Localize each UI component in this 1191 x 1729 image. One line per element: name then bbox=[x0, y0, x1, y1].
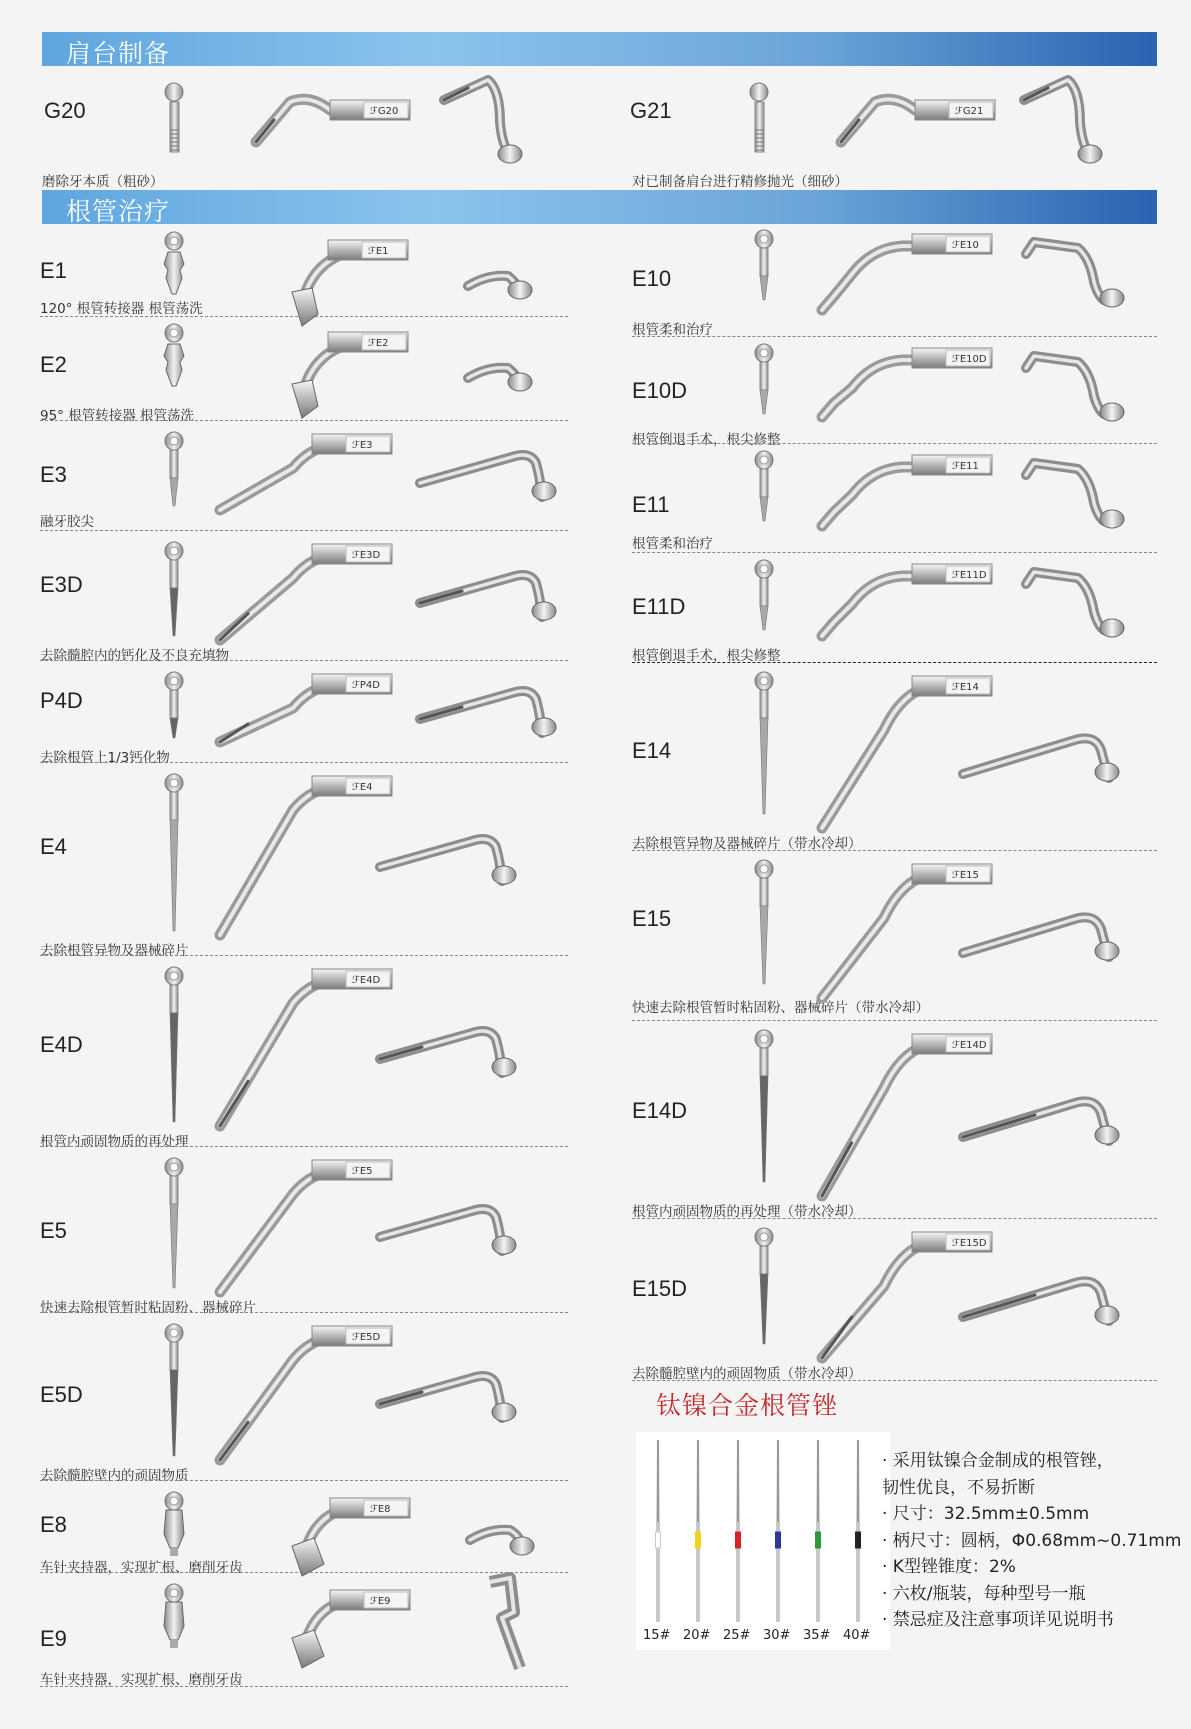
tip-mark-label: ℱE4D bbox=[352, 975, 381, 986]
tip-front-view bbox=[750, 1226, 790, 1364]
tip-angle-view bbox=[438, 70, 528, 170]
tip-front-view bbox=[750, 558, 790, 650]
row-separator bbox=[632, 662, 1157, 663]
tip-side-view bbox=[212, 538, 392, 646]
tip-code: E14 bbox=[632, 738, 672, 763]
tip-mark-label: ℱG21 bbox=[955, 106, 984, 117]
tip-mark-label: ℱE4 bbox=[352, 782, 373, 793]
tip-front-view bbox=[160, 1322, 200, 1476]
tip-front-view bbox=[750, 449, 790, 541]
tip-mark-label: ℱG20 bbox=[370, 106, 399, 117]
tip-front-view bbox=[160, 965, 200, 1142]
row-separator bbox=[40, 1480, 568, 1481]
niti-file bbox=[816, 1440, 821, 1622]
niti-file bbox=[736, 1440, 741, 1622]
niti-bullet: · 六枚/瓶装，每种型号一瓶 bbox=[882, 1583, 1086, 1604]
tip-mark-label: ℱE2 bbox=[368, 338, 389, 349]
niti-bullet: · 柄尺寸：圆柄，Φ0.68mm~0.71mm bbox=[882, 1530, 1182, 1551]
tip-desc: 车针夹持器，实现扩根、磨削牙齿 bbox=[40, 1672, 243, 1688]
section-title-shoulder: 肩台制备 bbox=[66, 39, 171, 68]
tip-mark-label: ℱP4D bbox=[352, 680, 380, 691]
tip-code: E4 bbox=[40, 834, 67, 859]
tip-side-view bbox=[212, 963, 392, 1132]
tip-angle-view bbox=[372, 1013, 522, 1083]
tip-desc: 去除根管异物及器械碎片（带水冷却） bbox=[632, 836, 862, 852]
tip-angle-view bbox=[1020, 350, 1130, 428]
niti-title: 钛镍合金根管锉 bbox=[656, 1391, 839, 1420]
tip-angle-view bbox=[372, 1358, 522, 1428]
tip-angle-view bbox=[460, 1506, 540, 1562]
tip-mark-label: ℱE15 bbox=[952, 870, 979, 881]
tip-mark-label: ℱE3 bbox=[352, 440, 373, 451]
tip-desc: 去除髓腔壁内的顽固物质（带水冷却） bbox=[632, 1366, 862, 1382]
tip-front-view bbox=[750, 342, 790, 434]
tip-mark-label: ℱE11D bbox=[952, 570, 987, 581]
niti-size-label: 30# bbox=[763, 1628, 791, 1643]
tip-angle-view bbox=[1020, 457, 1130, 535]
row-separator bbox=[632, 1020, 1157, 1021]
tip-front-view bbox=[750, 670, 790, 834]
tip-side-view bbox=[212, 770, 392, 941]
tip-angle-view bbox=[1020, 236, 1130, 314]
tip-desc: 根管倒退手术，根尖修整 bbox=[632, 432, 781, 448]
tip-desc: 根管柔和治疗 bbox=[632, 536, 713, 552]
tip-desc: 车针夹持器，实现扩根、磨削牙齿 bbox=[40, 1560, 243, 1576]
row-separator bbox=[40, 660, 568, 661]
tip-code: E4D bbox=[40, 1032, 83, 1057]
niti-size-label: 20# bbox=[683, 1628, 711, 1643]
niti-size-label: 25# bbox=[723, 1628, 751, 1643]
tip-desc: 快速去除根管暂时粘固粉、器械碎片（带水冷却） bbox=[632, 1000, 929, 1016]
tip-desc: 120° 根管转接器 根管荡洗 bbox=[40, 301, 203, 317]
tip-desc: 对已制备肩台进行精修抛光（细砂） bbox=[632, 174, 848, 190]
tip-front-view bbox=[160, 1156, 200, 1308]
tip-angle-view bbox=[458, 338, 538, 398]
tip-code: E15 bbox=[632, 906, 672, 931]
niti-size-label: 15# bbox=[643, 1628, 671, 1643]
tip-front-view bbox=[750, 1028, 790, 1202]
niti-file bbox=[856, 1440, 861, 1622]
tip-mark-label: ℱE15D bbox=[952, 1238, 987, 1249]
tip-front-view bbox=[745, 74, 785, 160]
tip-code: E10D bbox=[632, 378, 688, 403]
tip-desc: 根管柔和治疗 bbox=[632, 322, 713, 338]
tip-code: P4D bbox=[40, 688, 83, 713]
tip-mark-label: ℱE8 bbox=[370, 1504, 391, 1515]
niti-bullet: 韧性优良，不易折断 bbox=[882, 1477, 1035, 1498]
tip-side-view bbox=[212, 668, 392, 748]
tip-mark-label: ℱE5D bbox=[352, 1332, 381, 1343]
tip-angle-view bbox=[955, 897, 1125, 967]
row-separator bbox=[40, 1686, 568, 1687]
row-separator bbox=[632, 552, 1157, 553]
tip-angle-view bbox=[1018, 70, 1108, 170]
niti-bullet: · 采用钛镍合金制成的根管锉， bbox=[882, 1451, 1114, 1471]
tip-desc: 磨除牙本质（粗砂） bbox=[42, 174, 164, 190]
tip-front-view bbox=[160, 430, 200, 526]
tip-side-view bbox=[288, 234, 408, 324]
tip-front-view bbox=[160, 772, 200, 951]
tip-mark-label: ℱE10D bbox=[952, 354, 987, 365]
tip-code: E5D bbox=[40, 1382, 83, 1407]
tip-mark-label: ℱE3D bbox=[352, 550, 381, 561]
tip-code: E3D bbox=[40, 572, 83, 597]
tip-side-view bbox=[812, 558, 992, 650]
tip-angle-view bbox=[412, 557, 562, 627]
row-separator bbox=[40, 1146, 568, 1147]
tip-code: E15D bbox=[632, 1276, 688, 1301]
tip-front-view bbox=[750, 228, 790, 320]
tip-front-view bbox=[160, 540, 200, 656]
tip-code: E8 bbox=[40, 1512, 67, 1537]
tip-angle-view bbox=[955, 1261, 1125, 1331]
tip-mark-label: ℱE10 bbox=[952, 240, 979, 251]
row-separator bbox=[632, 1380, 1157, 1381]
niti-files-panel bbox=[636, 1432, 890, 1650]
tip-code: G21 bbox=[630, 98, 672, 123]
tip-code: E11 bbox=[632, 492, 670, 517]
tip-angle-view bbox=[372, 821, 522, 891]
tip-front-view bbox=[160, 1490, 200, 1570]
tip-side-view bbox=[290, 1584, 410, 1664]
tip-mark-label: ℱE9 bbox=[370, 1596, 391, 1607]
tip-side-view bbox=[212, 1154, 392, 1298]
niti-bullet: · K型锉锥度：2% bbox=[882, 1557, 1016, 1577]
row-separator bbox=[632, 850, 1157, 851]
section-band-shoulder bbox=[42, 32, 1157, 66]
tip-mark-label: ℱE1 bbox=[368, 246, 389, 257]
tip-angle-view bbox=[458, 246, 538, 306]
tip-desc: 融牙胶尖 bbox=[40, 514, 94, 530]
section-title-endo: 根管治疗 bbox=[66, 197, 171, 226]
tip-code: E2 bbox=[40, 352, 67, 377]
niti-bullet: · 尺寸：32.5mm±0.5mm bbox=[882, 1504, 1090, 1524]
tip-angle-view bbox=[955, 1081, 1125, 1151]
tip-angle-view bbox=[412, 437, 562, 507]
tip-code: E9 bbox=[40, 1626, 67, 1651]
tip-front-view bbox=[160, 670, 200, 758]
tip-code: G20 bbox=[44, 98, 86, 123]
tip-side-view bbox=[835, 94, 995, 154]
tip-mark-label: ℱE14 bbox=[952, 682, 979, 693]
tip-side-view bbox=[288, 326, 408, 416]
section-band-endo bbox=[42, 190, 1157, 224]
row-separator bbox=[40, 530, 568, 531]
tip-front-view bbox=[160, 230, 200, 310]
niti-files-illustration bbox=[636, 1432, 890, 1632]
row-separator bbox=[40, 1312, 568, 1313]
niti-size-label: 35# bbox=[803, 1628, 831, 1643]
niti-bullet: · 禁忌症及注意事项详见说明书 bbox=[882, 1610, 1114, 1630]
tip-side-view bbox=[250, 94, 410, 154]
tip-side-view bbox=[812, 228, 992, 324]
tip-side-view bbox=[212, 428, 392, 516]
tip-code: E10 bbox=[632, 266, 672, 291]
row-separator bbox=[632, 1218, 1157, 1219]
tip-desc: 去除髓腔壁内的顽固物质 bbox=[40, 1468, 189, 1484]
row-separator bbox=[40, 955, 568, 956]
tip-angle-view bbox=[1020, 566, 1130, 644]
tip-code: E3 bbox=[40, 462, 67, 487]
row-separator bbox=[40, 420, 568, 421]
tip-code: E5 bbox=[40, 1218, 67, 1243]
tip-side-view bbox=[290, 1492, 410, 1572]
tip-front-view bbox=[160, 74, 200, 160]
tip-desc: 去除髓腔内的钙化及不良充填物 bbox=[40, 648, 229, 664]
niti-file bbox=[656, 1440, 661, 1622]
tip-front-view bbox=[750, 858, 790, 1004]
tip-mark-label: ℱE5 bbox=[352, 1166, 373, 1177]
niti-file bbox=[696, 1440, 701, 1622]
tip-desc: 根管内顽固物质的再处理（带水冷却） bbox=[632, 1204, 862, 1220]
tip-desc: 快速去除根管暂时粘固粉、器械碎片 bbox=[40, 1300, 256, 1316]
niti-file bbox=[776, 1440, 781, 1622]
tip-angle-view bbox=[372, 1191, 522, 1261]
tip-angle-view bbox=[412, 673, 562, 743]
tip-code: E14D bbox=[632, 1098, 688, 1123]
tip-code: E1 bbox=[40, 258, 67, 283]
tip-front-view bbox=[160, 322, 200, 402]
tip-desc: 根管内顽固物质的再处理 bbox=[40, 1134, 189, 1150]
tip-mark-label: ℱE11 bbox=[952, 461, 979, 472]
tip-mark-label: ℱE14D bbox=[952, 1040, 987, 1051]
tip-front-view bbox=[160, 1582, 200, 1662]
tip-desc: 根管倒退手术，根尖修整 bbox=[632, 648, 781, 664]
niti-size-label: 40# bbox=[843, 1628, 871, 1643]
tip-angle-view bbox=[480, 1572, 540, 1682]
tip-desc: 去除根管异物及器械碎片 bbox=[40, 943, 189, 959]
tip-side-view bbox=[812, 449, 992, 540]
tip-side-view bbox=[212, 1320, 392, 1466]
tip-code: E11D bbox=[632, 594, 686, 619]
row-separator bbox=[40, 762, 568, 763]
tip-desc: 95° 根管转接器 根管荡洗 bbox=[40, 408, 195, 424]
row-separator bbox=[632, 443, 1157, 444]
tip-desc: 去除根管上1/3钙化物 bbox=[40, 750, 170, 766]
tip-angle-view bbox=[955, 718, 1125, 788]
tip-side-view bbox=[812, 342, 992, 431]
row-separator bbox=[632, 336, 1157, 337]
